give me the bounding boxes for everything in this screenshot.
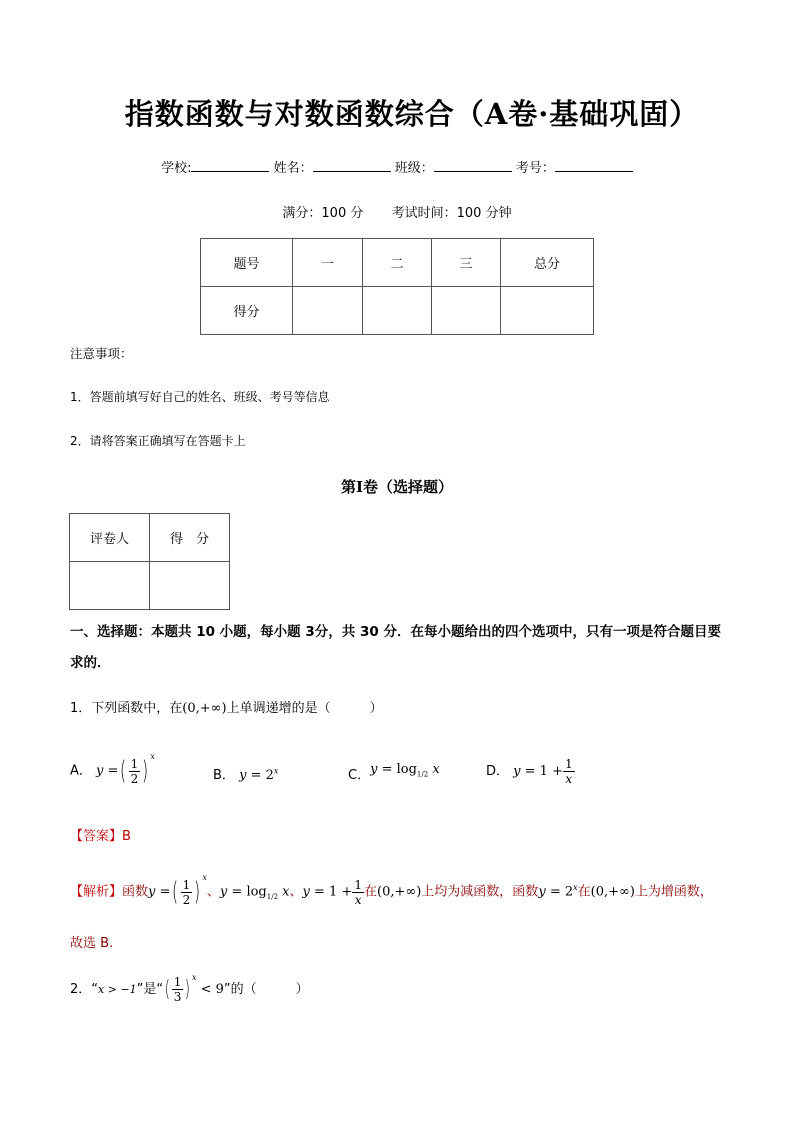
q1-stem-post: 上单调递增的是（ ） bbox=[226, 701, 383, 716]
name-blank[interactable] bbox=[313, 159, 391, 172]
q2-stem-mid: ”是“ bbox=[136, 982, 164, 997]
q1-analysis-end bbox=[70, 932, 113, 951]
analysis-text: 上均为减函数，函数 bbox=[421, 884, 539, 900]
exam-no-label: 考号： bbox=[515, 161, 555, 176]
notice-heading: 注意事项： bbox=[70, 346, 133, 361]
grader-table bbox=[69, 513, 230, 610]
q2-stem-post: ”的（ ） bbox=[223, 982, 309, 997]
analysis-text: 函数 bbox=[122, 884, 149, 900]
analysis-text: 在 bbox=[364, 884, 378, 900]
notice-item: 1．答题前填写好自己的姓名、班级、考号等信息 bbox=[70, 390, 330, 404]
q1-stem-pre: 1．下列函数中，在 bbox=[70, 701, 183, 716]
option-b[interactable]: B． $y = 2^x$ bbox=[213, 766, 279, 783]
grader-score-cell[interactable] bbox=[149, 562, 229, 610]
grader-label: 评卷人 bbox=[70, 514, 150, 562]
score-table bbox=[200, 238, 594, 335]
section-instruction: 一、选择题：本题共 10 小题，每小题 3分，共 30 分．在每小题给出的四个选项中，只有一项是符合题目要求的． bbox=[70, 624, 721, 671]
score-table-header-row bbox=[201, 239, 594, 287]
option-b-label: B． bbox=[213, 768, 235, 783]
option-a-label: A． bbox=[70, 763, 92, 779]
q2-condition: x > −1 bbox=[98, 983, 137, 996]
score-row-label: 得分 bbox=[201, 287, 293, 335]
analysis-sep: 、 bbox=[289, 884, 303, 900]
score-table-header: 总分 bbox=[501, 239, 594, 287]
name-label: 姓名： bbox=[273, 161, 313, 176]
class-label: 班级： bbox=[394, 161, 434, 176]
school-blank[interactable] bbox=[191, 159, 269, 172]
analysis-label: 【解析】 bbox=[70, 884, 123, 900]
option-d-label: D． bbox=[486, 764, 510, 779]
score-time-line bbox=[0, 202, 794, 221]
score-cell[interactable] bbox=[432, 287, 501, 335]
page-title: 指数函数与对数函数综合（A卷·基础巩固） bbox=[124, 97, 700, 131]
score-table-header: 一 bbox=[293, 239, 363, 287]
score-table-header: 题号 bbox=[201, 239, 293, 287]
analysis-sep: 、 bbox=[206, 884, 220, 900]
analysis-interval: (0,+∞) bbox=[377, 884, 422, 900]
score-table-header: 三 bbox=[432, 239, 501, 287]
analysis-text: 在 bbox=[577, 884, 591, 900]
option-d[interactable]: D． y = 1 + $\frac{1}{x}$ bbox=[486, 757, 573, 786]
grader-cell[interactable] bbox=[70, 562, 150, 610]
score-cell[interactable] bbox=[293, 287, 363, 335]
notice-item: 2．请将答案正确填写在答题卡上 bbox=[70, 434, 246, 448]
analysis-end-text: 故选 B. bbox=[70, 936, 114, 951]
analysis-interval: (0,+∞) bbox=[590, 884, 635, 900]
question-1-stem bbox=[70, 697, 383, 716]
option-a[interactable]: A． y =( $\frac{1}{2}$ ) $^x$ bbox=[70, 752, 155, 786]
exam-no-blank[interactable] bbox=[555, 159, 633, 172]
option-c-label: C． bbox=[348, 768, 371, 783]
score-table-header: 二 bbox=[363, 239, 432, 287]
q2-stem-pre: 2．“ bbox=[70, 982, 99, 997]
analysis-text: 上为增函数， bbox=[634, 884, 713, 900]
question-2-stem: 2．“x > −1”是“( $\frac{1}{3}$ ) $^x$ < 9”的（ ） bbox=[70, 972, 309, 1004]
q1-analysis: 【解析】函数y =( $\frac{1}{2}$ ) $^x$、$y = \log_{1/2} x$、y = 1 + $\frac{1}{x}$ 在(0,+∞)上均为减函数，函数$y = 2^x$在(0,+∞)上为增函数， bbox=[70, 873, 713, 907]
section-title: 第I卷（选择题） bbox=[340, 478, 454, 496]
exam-time: 考试时间：100 分钟 bbox=[391, 206, 512, 221]
q1-answer bbox=[70, 825, 131, 844]
answer-value: B bbox=[122, 829, 131, 844]
grader-score-label: 得 分 bbox=[149, 514, 229, 562]
q1-interval: (0,+∞) bbox=[182, 701, 227, 716]
score-cell[interactable] bbox=[501, 287, 594, 335]
student-info-line bbox=[0, 157, 794, 176]
full-score: 满分：100 分 bbox=[282, 206, 364, 221]
option-c[interactable]: C．$y = \log_{1/2} x$ bbox=[348, 762, 440, 783]
score-table-row bbox=[201, 287, 594, 335]
school-label: 学校: bbox=[161, 161, 192, 176]
answer-label: 【答案】 bbox=[70, 829, 123, 844]
score-cell[interactable] bbox=[363, 287, 432, 335]
class-blank[interactable] bbox=[434, 159, 512, 172]
